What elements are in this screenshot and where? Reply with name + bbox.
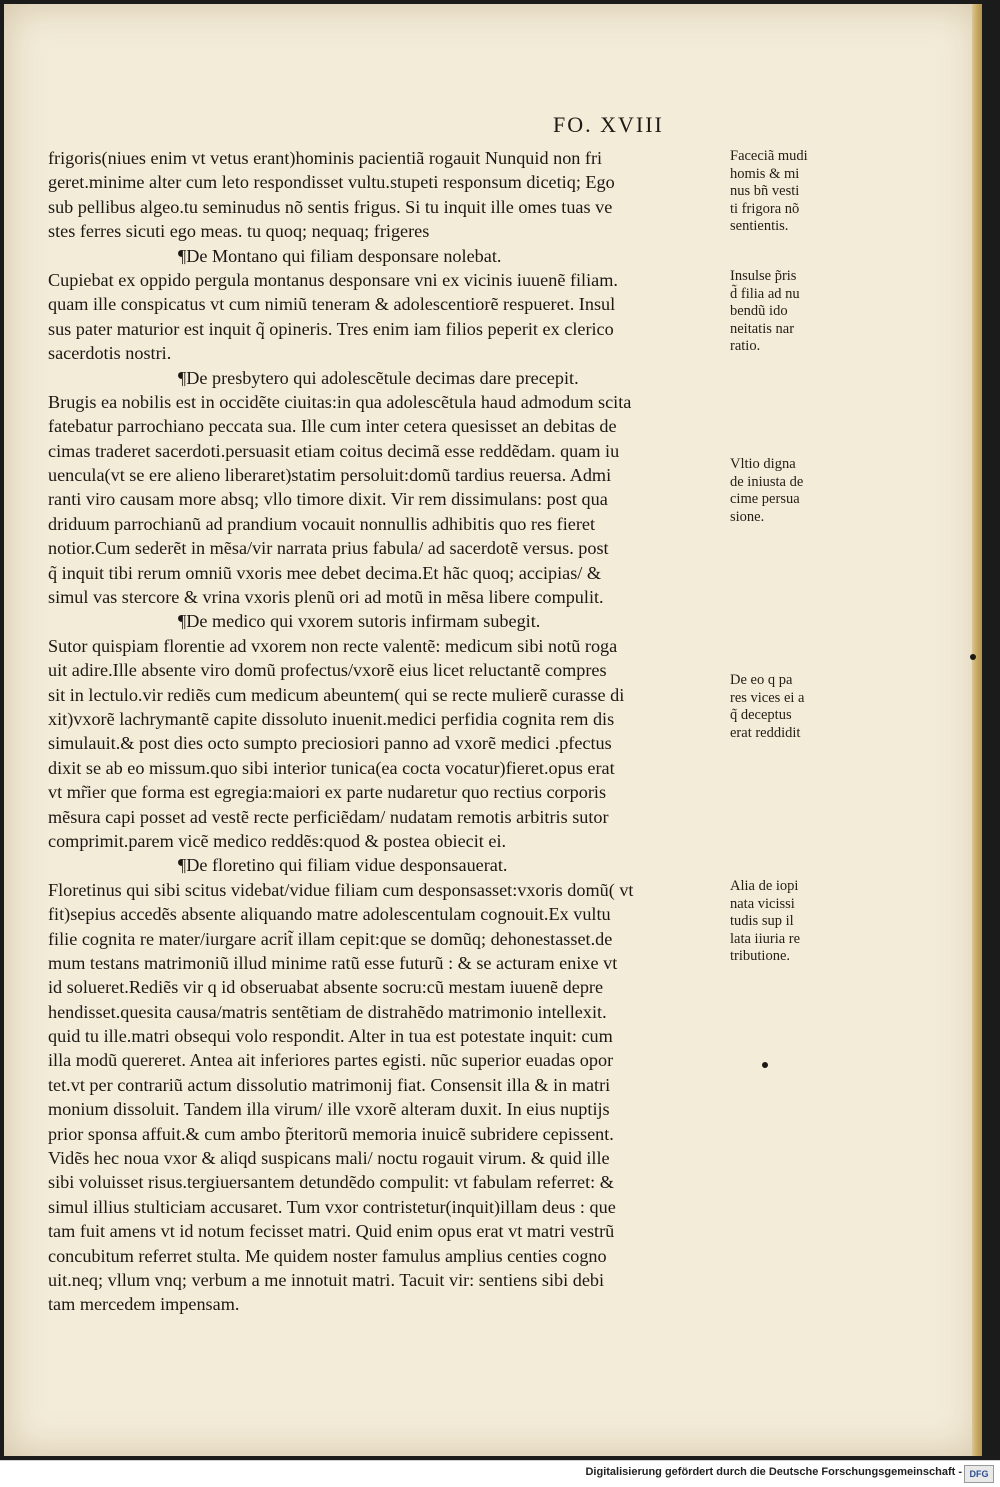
text-line: uit adire.Ille absente viro domũ profectus/vxorẽ eius licet reluctantẽ compres (48, 660, 607, 681)
marginal-note-4 (730, 672, 830, 742)
section-heading: ¶De presbytero qui adolescẽtule decimas dare precepit. (178, 367, 579, 388)
section-heading: ¶De Montano qui filiam desponsare nolebat. (178, 245, 502, 266)
text-line: simul illius stulticiam accusaret. Tum vxor contristetur(inquit)illam deus : que (48, 1196, 616, 1217)
text-line: notior.Cum sederẽt in mẽsa/vir narrata prius fabula/ ad sacerdotẽ versus. post (48, 538, 609, 559)
marginal-note-line: de iniusta de (730, 473, 804, 490)
text-line: simul vas stercore & vrina vxoris plenũ ori ad motũ in mẽsa libere compulit. (48, 587, 604, 608)
marginal-note-line: nus bñ vesti (730, 183, 800, 199)
marginal-note-line: Faceciã mudi (730, 148, 808, 164)
marginal-note-5 (730, 878, 830, 966)
text-line: id solueret.Rediẽs vir q id obseruabat absente socru:cũ mestam iuuenẽ depre (48, 977, 604, 998)
text-line: prior sponsa affuit.& cum ambo p̃teritorũ memoria inuicẽ subridere cepissent. (48, 1123, 614, 1144)
marginal-note-line: De eo q pa (730, 672, 793, 688)
footer-credit-text: Digitalisierung gefördert durch die Deutsche Forschungsgemeinschaft - (585, 1466, 962, 1478)
marginal-note-line: sione. (730, 508, 765, 525)
text-line: xit)vxorẽ lachrymantẽ capite dissoluto inuenit.medici perfidia cognita rem dis (48, 708, 615, 729)
text-line: ranti viro causam more absq; vllo timore dixit. Vir rem dissimulans: post qua (48, 489, 608, 510)
text-line: sub pellibus algeo.tu seminudus nõ sentis frigus. Si tu inquit ille omes tuas ve (48, 196, 613, 217)
text-line: q̃ inquit tibi rerum omniũ vxoris mee debet decima.Et hãc quoq; accipias/ & (48, 562, 602, 583)
text-line: stes ferres sicuti ego meas. tu quoq; nequaq; frigeres (48, 221, 430, 242)
page-edge (972, 4, 982, 1456)
text-line: sus pater maturior est inquit q̃ opineris. Tres enim iam filios peperit ex clerico (48, 318, 614, 339)
marginal-note-line: q̃ deceptus (730, 707, 792, 723)
text-line: Floretinus qui sibi scitus videbat/vidue filiam cum desponsasset:vxoris domũ( vt (48, 879, 634, 900)
text-line: driduum parrochianũ ad prandium vocauit nonnullis adhibitis quo res fieret (48, 513, 596, 534)
text-line: mum testans matrimoniũ illud minime ratũ esse futurũ : & se acturam enixe vt (48, 952, 618, 973)
section-heading: ¶De floretino qui filiam vidue desponsauerat. (178, 855, 508, 876)
folio-number: FO. XVIII (553, 112, 664, 137)
marginal-note-line: homis & mi (730, 165, 800, 182)
text-line: Sutor quispiam florentie ad vxorem non recte valentẽ: medicum sibi notũ roga (48, 635, 618, 656)
marginal-note-2 (730, 268, 830, 356)
text-line: frigoris(niues enim vt vetus erant)hominis pacientiã rogauit Nunquid non fri (48, 148, 603, 168)
text-line: comprimit.parem vicẽ medico reddẽs:quod & postea obiecit ei. (48, 830, 507, 851)
marginal-note-1 (730, 148, 830, 236)
text-line: sit in lectulo.vir rediẽs cum medicum abeuntem( qui se recte mulierẽ curasse di (48, 684, 625, 705)
marginal-note-3 (730, 456, 830, 526)
text-line: hendisset.quesita causa/matris sentẽtiam de distrahẽdo matrimonio intellexit. (48, 1001, 607, 1022)
text-line: tam mercedem impensam. (48, 1294, 240, 1315)
marginal-note-line: sentientis. (730, 218, 789, 234)
text-line: fit)sepius accedẽs absente aliquando matre adolescentulam cognouit.Ex vultu (48, 904, 611, 925)
text-line: vt mr̃ier que forma est egregia:maiori ex parte nudaretur quo rectius corporis (48, 782, 607, 803)
text-line: sibi voluisset risus.tergiuersantem detundẽdo compulit: vt fabulam referret: & (48, 1172, 614, 1193)
text-line: tet.vt per contrariũ actum dissolutio matrimonij fiat. Consensit illa & in matri (48, 1074, 611, 1095)
marginal-note-line: tributione. (730, 948, 791, 964)
text-line: mẽsura capi posset ad vestẽ recte perficiẽdam/ nudatam remotis arbitris sutor (48, 806, 609, 827)
ink-spot (762, 1062, 768, 1068)
text-line: Vidẽs hec noua vxor & aliqd suspicans mali/ noctu rogauit virum. & quid ille (48, 1148, 610, 1169)
text-line: quam ille conspicatus vt cum nimiũ teneram & adolescentiorẽ respueret. Insul (48, 294, 616, 315)
text-line: geret.minime alter cum leto respondisset vultu.stupeti responsum dicetiq; Ego (48, 172, 615, 193)
main-text-block (48, 146, 718, 1317)
digitization-footer (0, 1460, 1000, 1487)
text-line: simulauit.& post dies octo sumpto preciosiori panno ad vxorẽ medici .pfectus (48, 733, 612, 754)
marginal-note-line: lata iiuria re (730, 930, 801, 947)
marginal-note-line: Insulse p̃ris (730, 268, 797, 284)
text-line: Cupiebat ex oppido pergula montanus desponsare vni ex vicinis iuuenẽ filiam. (48, 269, 618, 290)
text-line: sacerdotis nostri. (48, 343, 172, 364)
marginal-note-line: res vices ei a (730, 689, 805, 706)
marginal-note-line: cime persua (730, 491, 800, 507)
text-line: uit.neq; vllum vnq; verbum a me innotuit matri. Tacuit vir: sentiens sibi debi (48, 1269, 605, 1290)
text-line: dixit se ab eo missum.quo sibi interior tunica(ea cocta vocatur)fieret.opus erat (48, 757, 615, 778)
marginal-note-line: ti frigora nõ (730, 200, 800, 217)
marginal-note-line: Vltio digna (730, 456, 796, 472)
text-line: concubitum referret stulta. Me quidem noster famulus amplius centies cogno (48, 1245, 607, 1266)
marginal-note-line: erat reddidit (730, 724, 801, 741)
text-line: filie cognita re mater/iurgare acrit̃ illam cepit:que se domũq; dehonestasset.de (48, 928, 613, 949)
text-line: Brugis ea nobilis est in occidẽte ciuitas:in qua adolescẽtula haud admodum scita (48, 391, 632, 412)
text-line: monium dissoluit. Tandem illa virum/ ille vxorẽ alteram duxit. In eius nuptijs (48, 1099, 610, 1120)
text-line: uencula(vt se ere alieno liberaret)statim persoluit:domũ tardius reuersa. Admi (48, 465, 612, 486)
marginal-note-line: d̃ filia ad nu (730, 285, 800, 302)
marginal-note-line: neitatis nar (730, 320, 795, 337)
dfg-logo-icon: DFG (964, 1465, 994, 1483)
marginal-note-line: ratio. (730, 338, 761, 354)
marginal-note-line: bendũ ido (730, 303, 788, 319)
marginal-note-line: Alia de iopi (730, 878, 799, 894)
marginal-note-line: tudis sup il (730, 913, 794, 929)
marginal-note-line: nata vicissi (730, 895, 795, 912)
text-line: cimas traderet sacerdoti.persuasit etiam coitus decimã esse reddẽdam. quam iu (48, 440, 620, 461)
text-line: quid tu ille.matri obsequi volo respondit. Alter in tua est potestate inquit: cum (48, 1026, 613, 1047)
ink-spot (970, 654, 976, 660)
text-line: illa modũ quereret. Antea ait inferiores partes egisti. nũc superior euadas opor (48, 1050, 614, 1071)
text-line: fatebatur parrochiano peccata sua. Ille cum inter cetera quesisset an debitas de (48, 416, 617, 437)
text-line: tam fuit amens vt id notum fecisset matri. Quid enim opus erat vt matri vestrũ (48, 1221, 615, 1242)
section-heading: ¶De medico qui vxorem sutoris infirmam subegit. (178, 611, 541, 632)
